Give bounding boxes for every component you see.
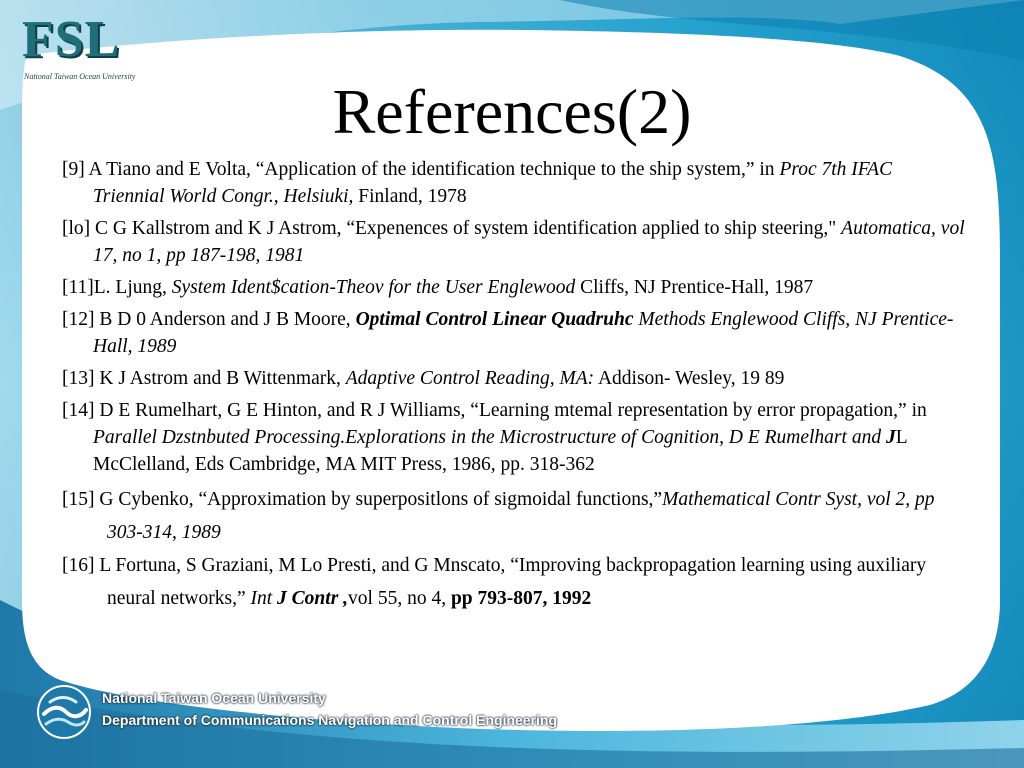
ref-13-title: Adaptive Control Reading, MA: — [345, 368, 595, 389]
ref-16-pages: pp 793-807, 1992 — [450, 588, 592, 609]
ref-10-text: [lo] C G Kallstrom and K J Astrom, “Expenences of system identification applied to ship steering," — [62, 218, 842, 239]
reference-15 — [62, 483, 967, 549]
ref-13-tail: Addison- Wesley, 19 89 — [594, 368, 785, 389]
ref-16-journal-a: Int — [250, 588, 278, 609]
ref-14-text: [14] D E Rumelhart, G E Hinton, and R J Williams, “Learning mtemal representation by error propagation,” in — [62, 400, 927, 421]
footer-university-name: National Taiwan Ocean University — [102, 690, 326, 706]
footer-branding — [36, 684, 576, 744]
reference-12 — [62, 306, 967, 360]
slide-title: References(2) — [332, 76, 692, 147]
ref-14-initial: J — [885, 427, 896, 448]
university-emblem-icon — [36, 684, 92, 740]
ref-11-text: [11]L. Ljung, — [62, 277, 172, 298]
ref-16-text: [16] L Fortuna, S Graziani, M Lo Presti, and G Mnscato, “Improving backpropagation learning using auxiliary neural networks,” — [62, 555, 927, 609]
logo-subtitle: National Taiwan Ocean University — [24, 72, 136, 81]
references-list — [62, 156, 967, 615]
ref-15-venue: Mathematical Contr Syst, vol 2, pp 303-314, 1989 — [107, 489, 935, 543]
ref-12-text: [12] B D 0 Anderson and J B Moore, — [62, 309, 356, 330]
ref-10-venue: Automatica, vol 17, no 1, pp 187-198, 1981 — [93, 218, 965, 266]
ref-9-tail: Finland, 1978 — [353, 186, 467, 207]
logo-text: FSL — [22, 11, 121, 68]
reference-9 — [62, 156, 967, 210]
ref-12-tail: Methods Englewood Cliffs, NJ Prentice-Hall, 1989 — [93, 309, 954, 357]
ref-16-journal-b: J Contr , — [277, 588, 349, 609]
ref-14-tail: L McClelland, Eds Cambridge, MA MIT Press, 1986, pp. 318-362 — [93, 427, 907, 475]
ref-9-text: [9] A Tiano and E Volta, “Application of the identification technique to the ship system,” in — [62, 159, 780, 180]
ref-12-title: Optimal Control Linear Quadruhc — [355, 309, 634, 330]
footer-department-name: Department of Communications Navigation and Control Engineering — [102, 712, 558, 728]
ref-11-tail: Cliffs, NJ Prentice-Hall, 1987 — [575, 277, 814, 298]
ref-13-text: [13] K J Astrom and B Wittenmark, — [62, 368, 346, 389]
reference-10 — [62, 215, 967, 269]
reference-13 — [62, 365, 967, 392]
reference-11 — [62, 274, 967, 301]
ref-16-volume: vol 55, no 4, — [348, 588, 451, 609]
ref-11-title: System Ident$cation-Theov for the User Englewood — [171, 277, 576, 298]
ref-9-venue: Proc 7th IFAC Triennial World Congr., Helsiuki, — [93, 159, 893, 207]
reference-14 — [62, 397, 967, 478]
ref-15-text: [15] G Cybenko, “Approximation by superpositlons of sigmoidal functions,” — [62, 489, 663, 510]
ref-14-venue: Parallel Dzstnbuted Processing.Explorations in the Microstructure of Cognition, D E Rumelhart and — [93, 427, 886, 448]
reference-16 — [62, 549, 967, 615]
